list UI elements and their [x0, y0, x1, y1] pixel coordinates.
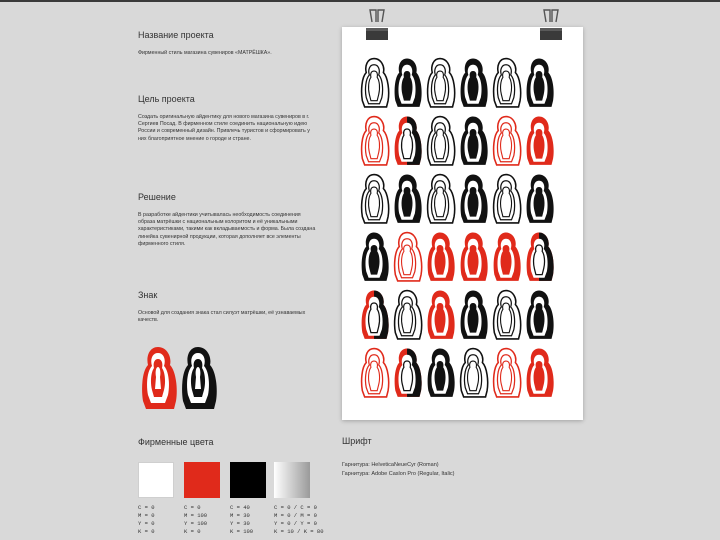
matryoshka-figure	[461, 59, 488, 107]
cmyk-value: K = 10 / K = 80	[274, 528, 324, 535]
matryoshka-figure	[527, 175, 554, 223]
cmyk-value: C = 40	[230, 504, 250, 511]
swatch-gray-gradient	[274, 462, 310, 498]
matryoshka-figure	[494, 117, 521, 165]
cmyk-value: M = 0	[138, 512, 155, 519]
matryoshka-figure	[527, 291, 554, 339]
cmyk-value: M = 0 / M = 0	[274, 512, 317, 519]
cmyk-value: Y = 0 / Y = 0	[274, 520, 317, 527]
matryoshka-figure	[461, 291, 488, 339]
matryoshka-figure	[362, 175, 389, 223]
matryoshka-figure	[395, 349, 422, 397]
matryoshka-figure	[494, 233, 521, 281]
binder-clip-right	[538, 8, 564, 42]
matryoshka-figure	[362, 291, 389, 339]
matryoshka-pattern	[342, 27, 583, 420]
cmyk-black	[230, 504, 253, 536]
pattern-poster	[342, 27, 583, 420]
goal-text: Создать оригинальную айдентику для нового магазина сувениров в г. Сергиев Посад. В фирменном стиле соединить национальную идею России и современный дизайн. Привлечь туристов и сформировать у них благоприятное мнение о городе и стране.	[138, 114, 310, 142]
matryoshka-figure	[428, 349, 455, 397]
cmyk-white	[138, 504, 155, 536]
project-name-title: Название проекта	[138, 30, 214, 40]
swatch-red	[184, 462, 220, 498]
matryoshka-figure	[362, 349, 389, 397]
matryoshka-figure	[461, 175, 488, 223]
swatch-black	[230, 462, 266, 498]
sign-title: Знак	[138, 290, 158, 300]
sign-text: Основой для создания знака стал силуэт матрёшки, её узнаваемых качеств.	[138, 310, 306, 324]
solution-title: Решение	[138, 192, 176, 202]
matryoshka-figure	[395, 59, 422, 107]
matryoshka-figure	[461, 233, 488, 281]
cmyk-value: K = 0	[138, 528, 155, 535]
matryoshka-figure	[395, 291, 422, 339]
cmyk-value: K = 0	[184, 528, 201, 535]
matryoshka-figure	[494, 291, 521, 339]
matryoshka-logo-mark	[140, 345, 220, 415]
cmyk-value: M = 100	[184, 512, 208, 519]
matryoshka-figure	[428, 59, 455, 107]
matryoshka-figure	[395, 233, 422, 281]
matryoshka-figure	[395, 175, 422, 223]
matryoshka-figure	[494, 349, 521, 397]
matryoshka-figure	[527, 117, 554, 165]
cmyk-value: C = 0	[184, 504, 201, 511]
binder-clip-left	[364, 8, 390, 42]
matryoshka-figure	[428, 233, 455, 281]
matryoshka-figure	[494, 175, 521, 223]
matryoshka-figure	[428, 291, 455, 339]
cmyk-red	[184, 504, 207, 536]
solution-text: В разработке айдентики учитывалась необходимость соединения образа матрёшки с национальным колоритом и её уникальными характеристиками, такими как вкладываемость и форма. Была создана линейка сувенирной продукции, которая дополняет все элементы фирменного стиля.	[138, 212, 316, 247]
swatch-white	[138, 462, 174, 498]
logo-black-figure	[182, 347, 217, 409]
goal-title: Цель проекта	[138, 94, 195, 104]
matryoshka-figure	[461, 349, 488, 397]
font-row-1: Гарнитура: HelveticaNeueCyr (Roman)	[342, 462, 439, 468]
matryoshka-figure	[527, 59, 554, 107]
matryoshka-figure	[494, 59, 521, 107]
cmyk-value: Y = 100	[184, 520, 208, 527]
matryoshka-figure	[527, 233, 554, 281]
cmyk-value: Y = 30	[230, 520, 250, 527]
logo-red-figure	[142, 347, 177, 409]
font-title: Шрифт	[342, 436, 372, 446]
matryoshka-figure	[362, 233, 389, 281]
cmyk-value: C = 0 / C = 0	[274, 504, 317, 511]
top-border	[0, 0, 720, 2]
matryoshka-figure	[362, 117, 389, 165]
brand-colors-title: Фирменные цвета	[138, 437, 214, 447]
cmyk-value: C = 0	[138, 504, 155, 511]
matryoshka-figure	[428, 175, 455, 223]
project-name-text: Фирменный стиль магазина сувениров «МАТРЁШКА».	[138, 50, 272, 56]
matryoshka-figure	[527, 349, 554, 397]
cmyk-gradient	[274, 504, 324, 536]
cmyk-value: Y = 0	[138, 520, 155, 527]
matryoshka-figure	[461, 117, 488, 165]
cmyk-value: K = 100	[230, 528, 254, 535]
matryoshka-figure	[362, 59, 389, 107]
matryoshka-figure	[428, 117, 455, 165]
matryoshka-figure	[395, 117, 422, 165]
font-row-2: Гарнитура: Adobe Caslon Pro (Regular, Italic)	[342, 471, 455, 477]
cmyk-value: M = 30	[230, 512, 250, 519]
